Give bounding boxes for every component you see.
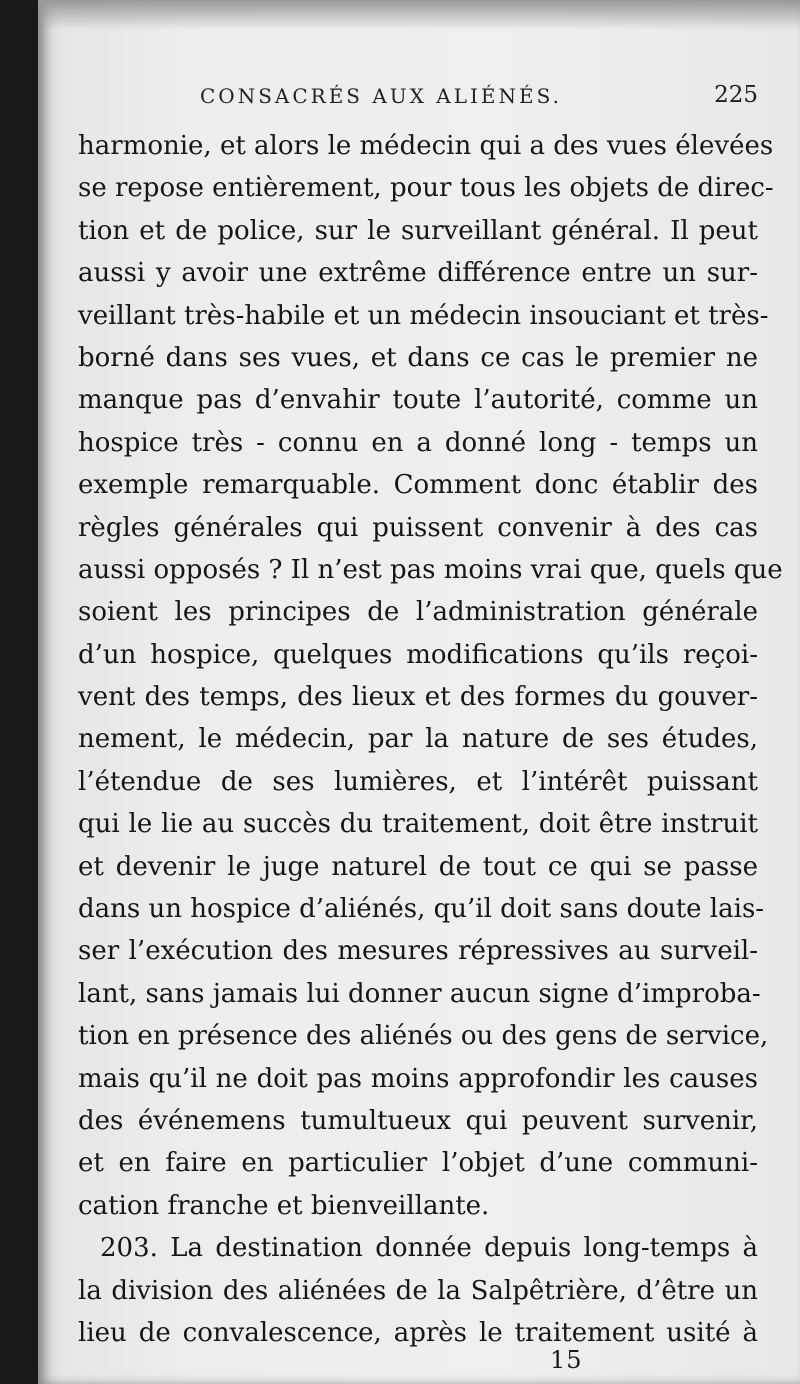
- text-line: vent des temps, des lieux et des formes du gouver-: [78, 682, 758, 713]
- text-line: règles générales qui puissent convenir à des cas: [78, 512, 758, 543]
- text-line: exemple remarquable. Comment donc établir des: [78, 470, 758, 501]
- text-line: soient les principes de l’administration générale: [78, 597, 758, 628]
- text-line: des événemens tumultueux qui peuvent survenir,: [78, 1105, 758, 1136]
- text-line: veillant très-habile et un médecin insouciant et très-: [78, 300, 769, 331]
- text-line: borné dans ses vues, et dans ce cas le premier ne: [78, 342, 758, 373]
- text-line: ser l’exécution des mesures répressives au surveil-: [78, 936, 758, 967]
- page-header: [38, 82, 800, 116]
- text-line: qui le lie au succès du traitement, doit être instruit: [78, 809, 758, 840]
- running-title: CONSACRÉS AUX ALIÉNÉS.: [200, 84, 562, 108]
- page-number: 225: [714, 82, 758, 108]
- text-line: harmonie, et alors le médecin qui a des vues élevées: [78, 131, 774, 161]
- text-line: tion en présence des aliénés ou des gens de service,: [78, 1021, 769, 1052]
- text-line: tion et de police, sur le surveillant général. Il peut: [78, 215, 758, 246]
- text-line: aussi opposés ? Il n’est pas moins vrai que, quels que: [78, 554, 783, 585]
- text-line: d’un hospice, quelques modifications qu’ils reçoi-: [78, 639, 758, 670]
- text-line: se repose entièrement, pour tous les objets de direc-: [78, 173, 774, 204]
- text-line: nement, le médecin, par la nature de ses études,: [78, 724, 758, 755]
- body-text: [78, 125, 783, 1354]
- text-line: et devenir le juge naturel de tout ce qui se passe: [78, 851, 758, 882]
- text-line: l’étendue de ses lumières, et l’intérêt puissant: [78, 766, 758, 797]
- text-line-paragraph-end: cation franche et bienveillante.: [78, 1190, 490, 1221]
- text-line: et en faire en particulier l’objet d’une communi-: [78, 1148, 758, 1179]
- text-line: dans un hospice d’aliénés, qu’il doit sans doute lais-: [78, 894, 765, 925]
- text-line: manque pas d’envahir toute l’autorité, comme un: [78, 385, 758, 416]
- text-line: mais qu’il ne doit pas moins approfondir les causes: [78, 1063, 758, 1094]
- text-line: hospice très - connu en a donné long - temps un: [78, 427, 758, 458]
- text-line: aussi y avoir une extrême différence entre un sur-: [78, 258, 758, 289]
- signature-mark: 15: [550, 1346, 583, 1374]
- text-line: lant, sans jamais lui donner aucun signe d’improba-: [78, 978, 761, 1009]
- book-page: [38, 0, 800, 1384]
- text-line: la division des aliénées de la Salpêtrière, d’être un: [78, 1275, 758, 1306]
- text-line-section-start: 203. La destination donnée depuis long-temps à: [100, 1233, 758, 1264]
- text-line: lieu de convalescence, après le traitement usité à: [78, 1317, 758, 1348]
